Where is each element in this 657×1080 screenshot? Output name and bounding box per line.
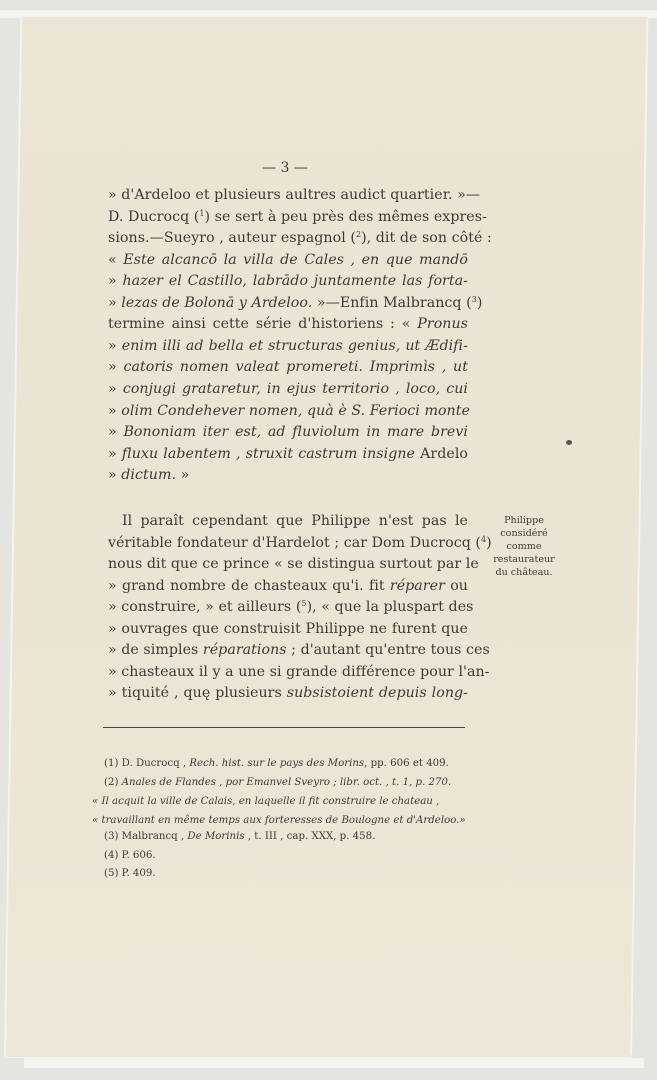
footnote xyxy=(104,776,474,790)
footnote xyxy=(104,867,474,881)
italic-text: « Il acquit la ville de Calais, en laquelle il fit construire le chateau , xyxy=(92,796,440,807)
italic-text: Este alcancō la villa de Cales , en que mandō xyxy=(123,251,468,268)
text-run: ) xyxy=(476,294,483,311)
text-run: Il paraît cependant que Philippe n'est pas le xyxy=(122,513,468,529)
text-run: ) se sert à peu près des mêmes expres- xyxy=(204,208,487,225)
scan-bottom-edge xyxy=(24,1058,644,1068)
text-run: nous dit que ce prince « se distingua surtout par le xyxy=(108,556,479,573)
paper-speck xyxy=(566,440,572,445)
text-line xyxy=(108,337,468,355)
footnote-ref: 5 xyxy=(301,599,307,609)
margin-note-line: Philippe xyxy=(504,515,544,526)
italic-text: conjugi grataretur, in ejus territorio , loco, cui xyxy=(122,380,468,397)
text-line xyxy=(108,315,468,333)
text-line xyxy=(108,445,468,463)
text-run: » xyxy=(108,294,122,311)
text-run: » ouvrages que construisit Philippe ne furent que xyxy=(108,620,468,637)
text-line xyxy=(108,641,490,659)
italic-text: lezas de Bolonā y Ardeloo. xyxy=(121,294,313,311)
text-line xyxy=(108,620,468,638)
text-line xyxy=(108,251,468,269)
footnote xyxy=(104,757,474,771)
text-run: ), dit de son côté : xyxy=(361,230,492,247)
text-line xyxy=(108,229,492,247)
footnote xyxy=(104,849,474,863)
text-run: » xyxy=(108,424,124,441)
footnote-ref: 1 xyxy=(199,208,205,218)
text-run: »—Enfin Malbrancq ( xyxy=(312,294,472,311)
text-line xyxy=(108,358,468,376)
text-run: » tiquité , quę plusieurs xyxy=(108,685,287,702)
footnote xyxy=(92,814,466,828)
text-line xyxy=(108,598,474,616)
italic-text: Anales de Flandes , por Emanvel Sveyro ; libr. oct. , t. 1, p. 270. xyxy=(121,777,452,788)
text-line xyxy=(108,684,468,702)
text-run: (3) Malbrancq , xyxy=(104,831,188,842)
text-run: (1) D. Ducrocq , xyxy=(104,758,190,769)
text-run: » xyxy=(108,273,123,290)
text-line xyxy=(108,577,468,595)
text-run: ) xyxy=(486,534,492,551)
text-line xyxy=(108,294,483,312)
text-line xyxy=(108,272,468,290)
italic-text: catoris nomen valeat promereti. Imprimìs , ut xyxy=(123,359,468,376)
text-run: D. Ducrocq ( xyxy=(108,208,200,225)
footnote-ref: 3 xyxy=(471,294,477,304)
margin-note xyxy=(478,514,570,579)
italic-text: enim illi ad bella et structuras genius, ut Ædifi- xyxy=(121,337,468,354)
text-run: » chasteaux il y a une si grande différence pour l'an- xyxy=(108,663,490,680)
text-run: ; d'autant qu'entre tous ces xyxy=(286,642,490,659)
text-line xyxy=(108,466,468,484)
text-line xyxy=(108,423,468,441)
margin-note-line: du château. xyxy=(495,567,553,578)
text-run: véritable fondateur d'Hardelot ; car Dom Ducrocq ( xyxy=(108,534,481,551)
text-run: ou xyxy=(444,577,468,594)
text-run: , t. III , cap. XXX, p. 458. xyxy=(244,831,376,842)
text-run: » grand nombre de chasteaux qu'i. fit xyxy=(108,577,390,594)
page-number: — 3 — xyxy=(262,160,308,176)
text-run: » xyxy=(108,402,122,419)
italic-text: Rech. hist. sur le pays des Morins xyxy=(189,758,365,769)
footnote-ref: 2 xyxy=(355,230,362,240)
text-line xyxy=(108,663,490,681)
italic-text: Pronus xyxy=(417,316,468,333)
text-run: Ardelo xyxy=(414,445,468,462)
italic-text: Bononiam iter est, ad fluviolum in mare brevi xyxy=(123,424,469,441)
footnote xyxy=(104,830,474,844)
italic-text: De Morinis xyxy=(187,831,245,842)
text-run: « xyxy=(108,251,124,268)
text-line xyxy=(108,208,487,226)
text-line xyxy=(108,402,468,420)
text-line xyxy=(108,186,481,204)
text-run: (4) P. 606. xyxy=(104,850,156,861)
text-run: » xyxy=(108,380,123,397)
text-line xyxy=(108,555,479,573)
footnote-rule xyxy=(103,727,465,728)
text-run: , pp. 606 et 409. xyxy=(364,758,449,769)
italic-text: olim Condehever nomen, quà è S. Ferioci monte xyxy=(121,402,470,419)
text-run: » de simples xyxy=(108,642,203,659)
text-run: (2) xyxy=(104,777,122,788)
italic-text: subsistoient depuis long- xyxy=(286,685,468,702)
text-run: » xyxy=(108,359,124,376)
italic-text: « travaillant en même temps aux forteresses de Boulogne et d'Ardeloo.» xyxy=(92,815,466,826)
margin-note-line: comme xyxy=(506,541,542,552)
text-run: (5) P. 409. xyxy=(104,868,156,879)
text-run: ), « que la pluspart des xyxy=(306,599,474,616)
text-run: sions.—Sueyro , auteur espagnol ( xyxy=(108,230,356,247)
text-run: » xyxy=(108,467,122,484)
text-run: » xyxy=(108,337,122,354)
text-run: » xyxy=(108,445,122,462)
text-line xyxy=(122,512,468,530)
italic-text: réparations xyxy=(202,642,287,659)
italic-text: fluxu labentem , struxit castrum insigne xyxy=(121,445,415,462)
footnote xyxy=(92,795,462,809)
margin-note-line: restaurateur xyxy=(493,554,555,565)
footnote-ref: 4 xyxy=(481,534,487,544)
text-line xyxy=(108,534,492,552)
italic-text: réparer xyxy=(389,577,445,594)
text-run: » construire, » et ailleurs ( xyxy=(108,599,302,616)
italic-text: dictum. xyxy=(121,467,177,484)
text-run: » d'Ardeloo et plusieurs aultres audict quartier. »— xyxy=(108,187,481,203)
margin-note-line: considéré xyxy=(500,528,548,539)
text-run: » xyxy=(176,467,190,484)
text-run: termine ainsi cette série d'historiens : « xyxy=(108,316,418,333)
text-line xyxy=(108,380,468,398)
italic-text: hazer el Castillo, labrādo juntamente las forta- xyxy=(122,273,468,290)
